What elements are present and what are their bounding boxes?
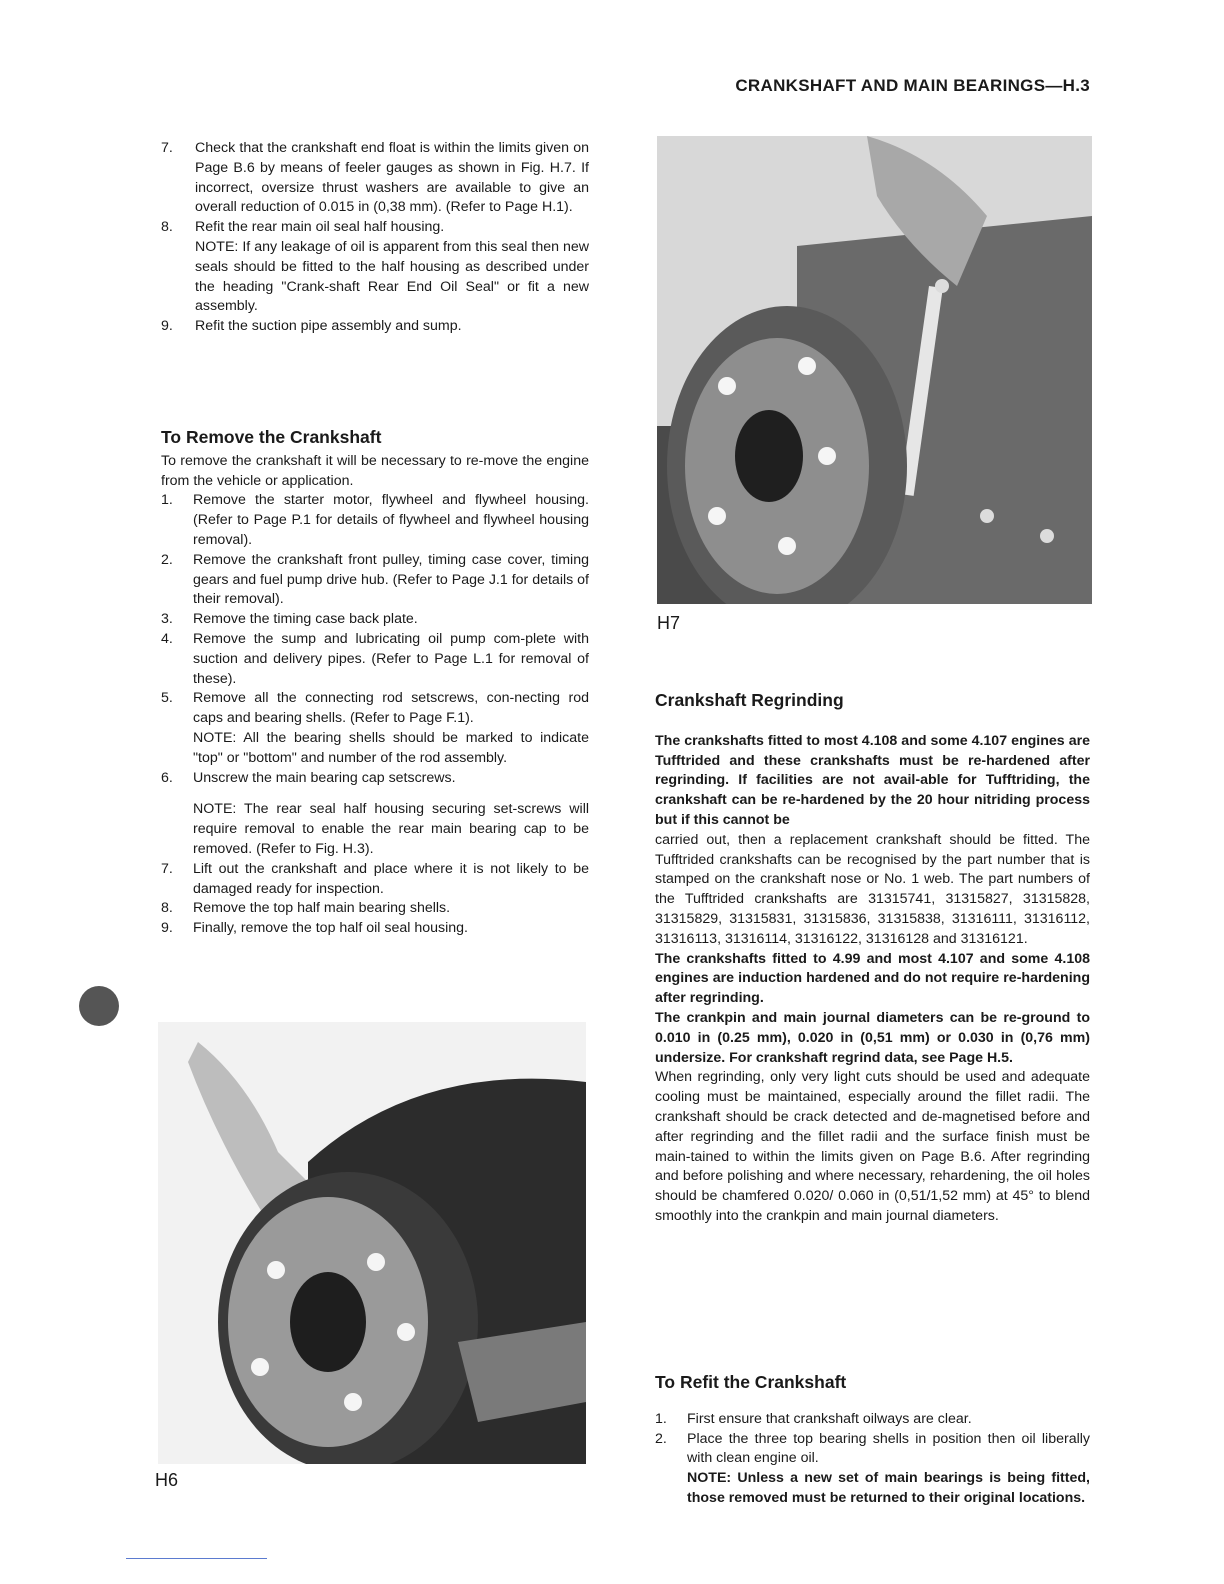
list-item — [655, 1410, 1090, 1430]
list-item — [161, 919, 589, 939]
left-top-list — [161, 139, 589, 337]
list-text: Refit the suction pipe assembly and sump. — [195, 318, 462, 335]
list-item — [161, 139, 589, 218]
crankshaft-photo-illustration — [158, 1022, 586, 1464]
binding-hole-mark — [79, 986, 119, 1026]
feeler-gauge-photo-illustration — [657, 136, 1092, 604]
list-text: First ensure that crankshaft oilways are clear. — [687, 1410, 972, 1427]
section-heading-remove: To Remove the Crankshaft — [161, 427, 382, 447]
list-item — [161, 899, 589, 919]
figure-h7-photo — [657, 136, 1092, 604]
list-text: Remove all the connecting rod setscrews, con-necting rod caps and bearing shells. (Refer to Page F.1). — [193, 690, 589, 727]
list-item — [161, 551, 589, 610]
list-text: Remove the sump and lubricating oil pump com-plete with suction and delivery pipes. (Refer to Page L.1 for removal of these). — [193, 630, 589, 687]
page-header-title: CRANKSHAFT AND MAIN BEARINGS—H.3 — [735, 76, 1090, 95]
list-note: NOTE: If any leakage of oil is apparent from this seal then new seals should be fitted to the half housing as described under the heading "Crank-shaft Rear End Oil Seal" or fit a new assembly. — [195, 238, 589, 315]
list-number: 3. — [161, 611, 173, 628]
figure-h6-caption: H6 — [155, 1470, 179, 1490]
list-text: Remove the crankshaft front pulley, timing case cover, timing gears and fuel pump drive hub. (Refer to Page J.1 for details of their removal). — [193, 551, 589, 608]
list-number: 6. — [161, 769, 173, 786]
list-item — [161, 689, 589, 768]
list-text: Remove the starter motor, flywheel and flywheel housing. (Refer to Page P.1 for details of flywheel and flywheel housing removal). — [193, 492, 589, 548]
regrinding-paragraph-2: The crankshafts fitted to 4.99 and most 4.107 and some 4.108 engines are induction hardened and do not require re-hardening after regrinding. — [655, 950, 1090, 1007]
list-number: 2. — [161, 551, 173, 568]
list-number: 1. — [655, 1410, 667, 1427]
section-heading-regrinding: Crankshaft Regrinding — [655, 690, 844, 710]
list-item — [161, 630, 589, 689]
list-number: 1. — [161, 492, 173, 509]
list-text: Lift out the crankshaft and place where it is not likely to be damaged ready for inspection. — [193, 860, 589, 897]
list-item — [161, 860, 589, 900]
regrinding-section — [655, 691, 1090, 1227]
regrinding-paragraph-1: carried out, then a replacement crankshaft should be fitted. The Tufftrided crankshafts can be recognised by the part number that is stamped on the crankshaft nose or No. 1 web. The part numbers of the Tufftrided crankshafts are 31315741, 31315827, 31315828, 31315829, 31315831, 31315836, 31315838, 31316111, 31316112, 31316113, 31316114, 31316122, 31316128 and 31316121. — [655, 831, 1090, 947]
regrinding-paragraph-1-bold: The crankshafts fitted to most 4.108 and some 4.107 engines are Tufftrided and these crankshafts must be re-hardened after regrinding. If facilities are not avail-able for Tufftriding, the crankshaft can be re-hardened by the 20 hour nitriding process but if this cannot be — [655, 732, 1090, 828]
list-number: 8. — [161, 900, 173, 917]
footer-rule — [126, 1558, 267, 1559]
list-text: Finally, remove the top half oil seal housing. — [193, 920, 468, 937]
list-text: Place the three top bearing shells in position then oil liberally with clean engine oil. — [687, 1430, 1090, 1467]
list-item — [161, 491, 589, 550]
list-number: 4. — [161, 630, 173, 647]
regrinding-paragraph-4: When regrinding, only very light cuts should be used and adequate cooling must be maintained, especially around the fillet radii. The crankshaft should be crack detected and de-magnetised before and after regrinding and the fillet radii and the surface finish must be main-tained to within the limits given on Page B.6. After regrinding and before polishing and where necessary, rehardening, the oil holes should be chamfered 0.020/ 0.060 in (0,51/1,52 mm) at 45° to blend smoothly into the crankpin and main journal diameters. — [655, 1069, 1090, 1224]
figure-h6-photo — [158, 1022, 586, 1464]
figure-h7-caption: H7 — [657, 613, 681, 633]
list-item — [161, 317, 589, 337]
list-item — [161, 218, 589, 317]
list-note: NOTE: Unless a new set of main bearings is being fitted, those removed must be returned to their original locations. — [687, 1470, 1090, 1506]
list-number: 7. — [161, 140, 173, 156]
section-heading-refit: To Refit the Crankshaft — [655, 1372, 847, 1392]
list-text: Remove the timing case back plate. — [193, 611, 418, 628]
list-text: Refit the rear main oil seal half housing. — [195, 219, 445, 236]
list-text: Remove the top half main bearing shells. — [193, 900, 451, 917]
list-item — [161, 610, 589, 630]
list-number: 9. — [161, 318, 173, 335]
list-number: 9. — [161, 920, 173, 937]
list-text: Check that the crankshaft end float is within the limits given on Page B.6 by means of feeler gauges as shown in Fig. H.7. If incorrect, oversize thrust washers are available to give an overall reduction of 0.015 in (0,38 mm). (Refer to Page H.1). — [195, 140, 589, 216]
list-number: 5. — [161, 690, 173, 707]
list-number: 7. — [161, 860, 173, 877]
remove-intro: To remove the crankshaft it will be necessary to re-move the engine from the vehicle or application. — [161, 452, 589, 489]
list-number: 2. — [655, 1430, 667, 1447]
list-item — [655, 1430, 1090, 1509]
list-item — [161, 769, 589, 860]
regrinding-paragraph-3: The crankpin and main journal diameters can be re-ground to 0.010 in (0.25 mm), 0.020 in (0,51 mm) or 0.030 in (0,76 mm) undersize. For crankshaft regrind data, see Page H.5. — [655, 1009, 1090, 1066]
list-number: 8. — [161, 219, 173, 236]
list-text: Unscrew the main bearing cap setscrews. — [193, 769, 456, 786]
list-note: NOTE: The rear seal half housing securing set-screws will require removal to enable the rear main bearing cap to be removed. (Refer to Fig. H.3). — [193, 801, 589, 857]
refit-crankshaft-section — [655, 1373, 1090, 1509]
remove-crankshaft-section — [161, 428, 589, 939]
list-note: NOTE: All the bearing shells should be marked to indicate "top" or "bottom" and number of the rod assembly. — [193, 729, 589, 766]
